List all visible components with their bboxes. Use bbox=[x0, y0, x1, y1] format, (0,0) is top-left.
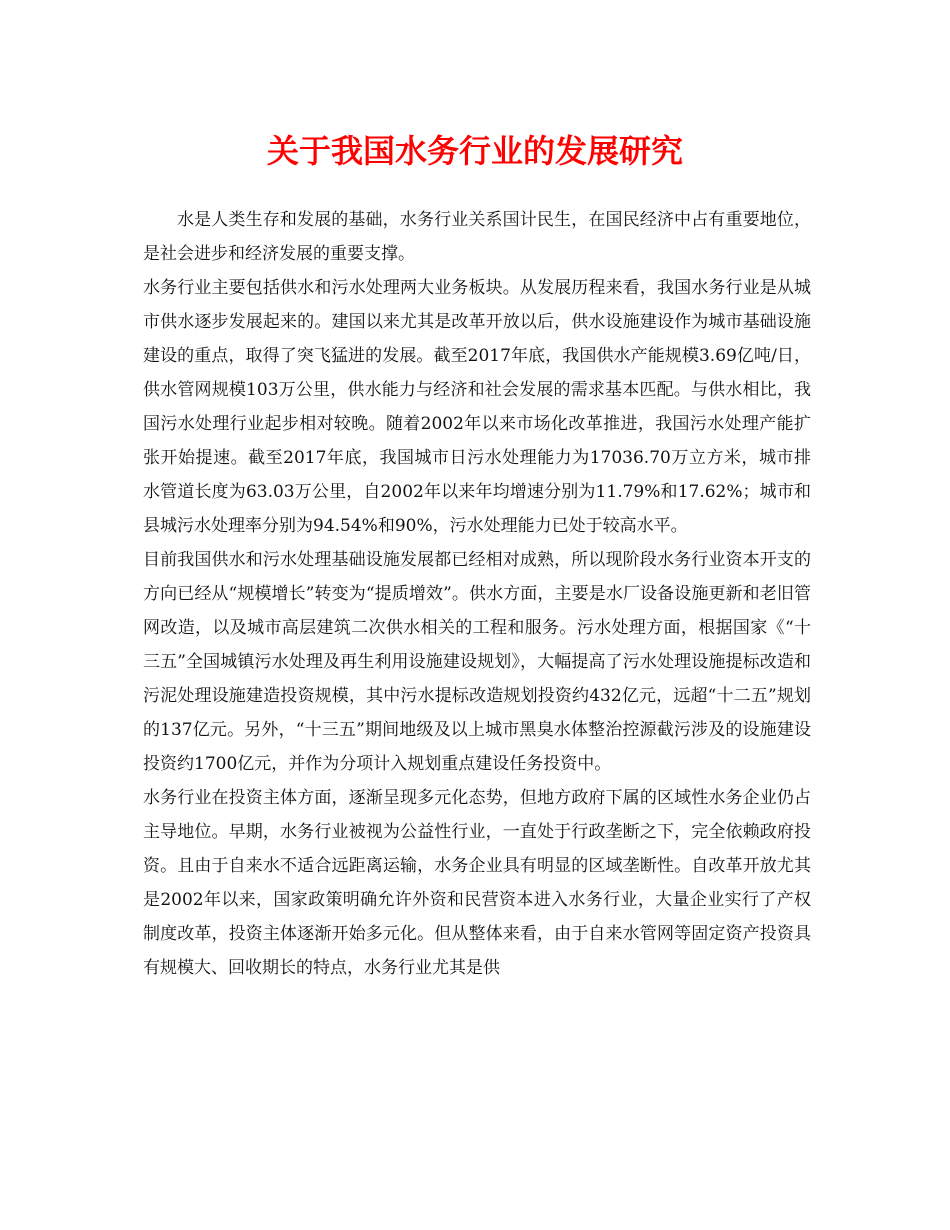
document-title: 关于我国水务行业的发展研究 bbox=[266, 132, 683, 170]
paragraph-business-segments: 水务行业主要包括供水和污水处理两大业务板块。从发展历程来看，我国水务行业是从城市供水逐步发展起来的。建国以来尤其是改革开放以后，供水设施建设作为城市基础设施建设的重点，取得了突飞猛进的发展。截至2017年底，我国供水产能规模3.69亿吨/日，供水管网规模103万公里，供水能力与经济和社会发展的需求基本匹配。与供水相比，我国污水处理行业起步相对较晚。随着2002年以来市场化改革推进，我国污水处理产能扩张开始提速。截至2017年底，我国城市日污水处理能力为17036.70万立方米，城市排水管道长度为63.03万公里，自2002年以来年均增速分别为11.79%和17.62%；城市和县城污水处理率分别为94.54%和90%，污水处理能力已处于较高水平。 bbox=[143, 278, 811, 536]
paragraph-investment-entities: 水务行业在投资主体方面，逐渐呈现多元化态势，但地方政府下属的区域性水务企业仍占主导地位。早期，水务行业被视为公益性行业，一直处于行政垄断之下，完全依赖政府投资。且由于自来水不适合远距离运输，水务企业具有明显的区域垄断性。自改革开放尤其是2002年以来，国家政策明确允许外资和民营资本进入水务行业，大量企业实行了产权制度改革，投资主体逐渐开始多元化。但从整体来看，由于自来水管网等固定资产投资具有规模大、回收期长的特点，水务行业尤其是供 bbox=[143, 788, 811, 978]
paragraph-investment-direction: 目前我国供水和污水处理基础设施发展都已经相对成熟，所以现阶段水务行业资本开支的方向已经从“规模增长”转变为“提质增效”。供水方面，主要是水厂设备设施更新和老旧管网改造，以及城市高层建筑二次供水相关的工程和服务。污水处理方面，根据国家《“十三五”全国城镇污水处理及再生利用设施建设规划》，大幅提高了污水处理设施提标改造和污泥处理设施建造投资规模，其中污水提标改造规划投资约432亿元，远超“十二五”规划的137亿元。另外，“十三五”期间地级及以上城市黑臭水体整治控源截污涉及的设施建设投资约1700亿元，并作为分项计入规划重点建设任务投资中。 bbox=[143, 550, 811, 774]
paragraph-intro: 水是人类生存和发展的基础，水务行业关系国计民生，在国民经济中占有重要地位，是社会进步和经济发展的重要支撑。 bbox=[143, 210, 811, 264]
document-body bbox=[143, 203, 811, 985]
